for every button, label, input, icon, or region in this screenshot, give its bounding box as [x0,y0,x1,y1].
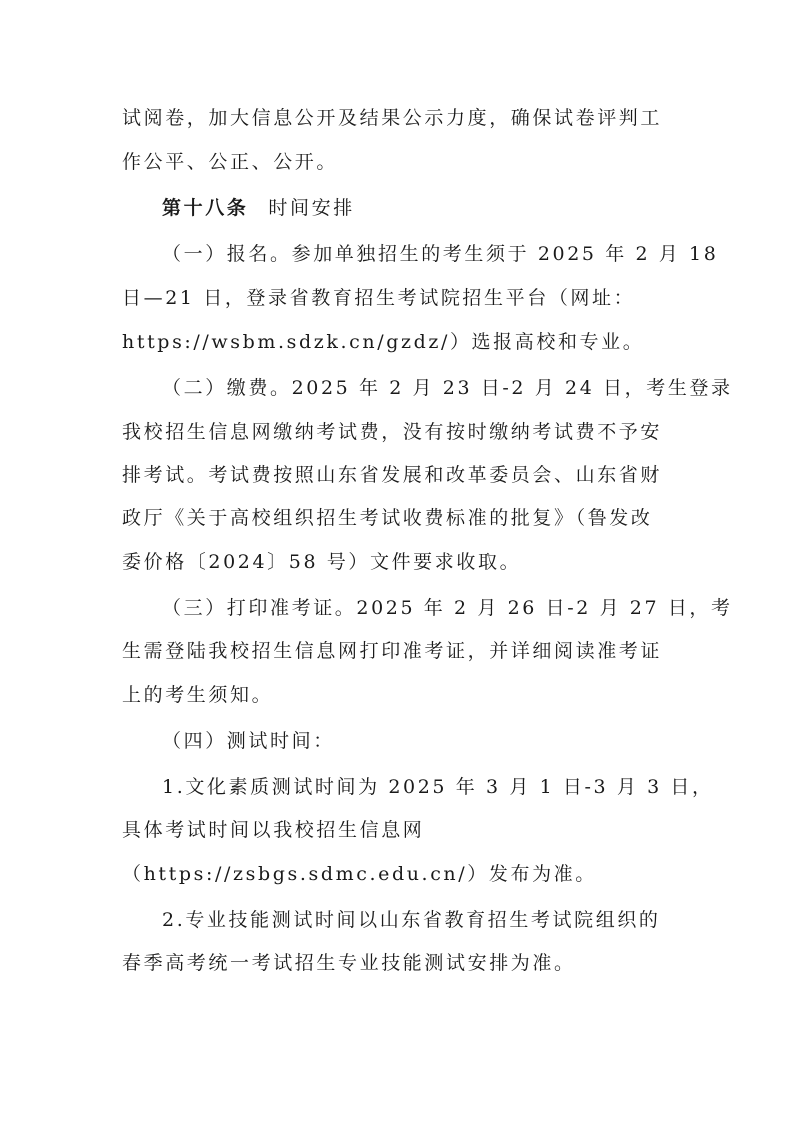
paragraph-line: 生需登陆我校招生信息网打印准考证，并详细阅读准考证 [122,640,663,662]
paragraph-line: 委价格〔2024〕58 号）文件要求收取。 [122,551,522,573]
paragraph-line: 我校招生信息网缴纳考试费，没有按时缴纳考试费不予安 [122,421,663,443]
article-heading [162,196,355,220]
paragraph-line: 春季高考统一考试招生专业技能测试安排为准。 [122,952,576,974]
paragraph-line: （一）报名。参加单独招生的考生须于 2025 年 2 月 18 [162,243,719,265]
paragraph-line: 政厅《关于高校组织招生考试收费标准的批复》（鲁发改 [122,507,653,529]
paragraph-line: （二）缴费。2025 年 2 月 23 日-2 月 24 日，考生登录 [162,377,733,399]
paragraph-line: 排考试。考试费按照山东省发展和改革委员会、山东省财 [122,464,663,486]
paragraph-line: 日—21 日，登录省教育招生考试院招生平台（网址： [122,287,636,309]
article-title: 时间安排 [268,197,355,219]
paragraph-line: 2.专业技能测试时间以山东省教育招生考试院组织的 [162,909,661,931]
paragraph-line: （https://zsbgs.sdmc.edu.cn/）发布为准。 [122,863,597,885]
paragraph-line: （四）测试时间： [162,730,335,752]
paragraph-line: （三）打印准考证。2025 年 2 月 26 日-2 月 27 日，考 [162,597,733,619]
paragraph-line: 上的考生须知。 [122,684,274,706]
paragraph-line: https://wsbm.sdzk.cn/gzdz/）选报高校和专业。 [122,331,645,353]
paragraph-line: 具体考试时间以我校招生信息网 [122,819,425,841]
paragraph-line: 试阅卷，加大信息公开及结果公示力度，确保试卷评判工 [122,107,663,129]
paragraph-line: 作公平、公正、公开。 [122,151,339,173]
paragraph-line: 1.文化素质测试时间为 2025 年 3 月 1 日-3 月 3 日， [162,776,714,798]
article-number: 第十八条 [162,197,249,219]
